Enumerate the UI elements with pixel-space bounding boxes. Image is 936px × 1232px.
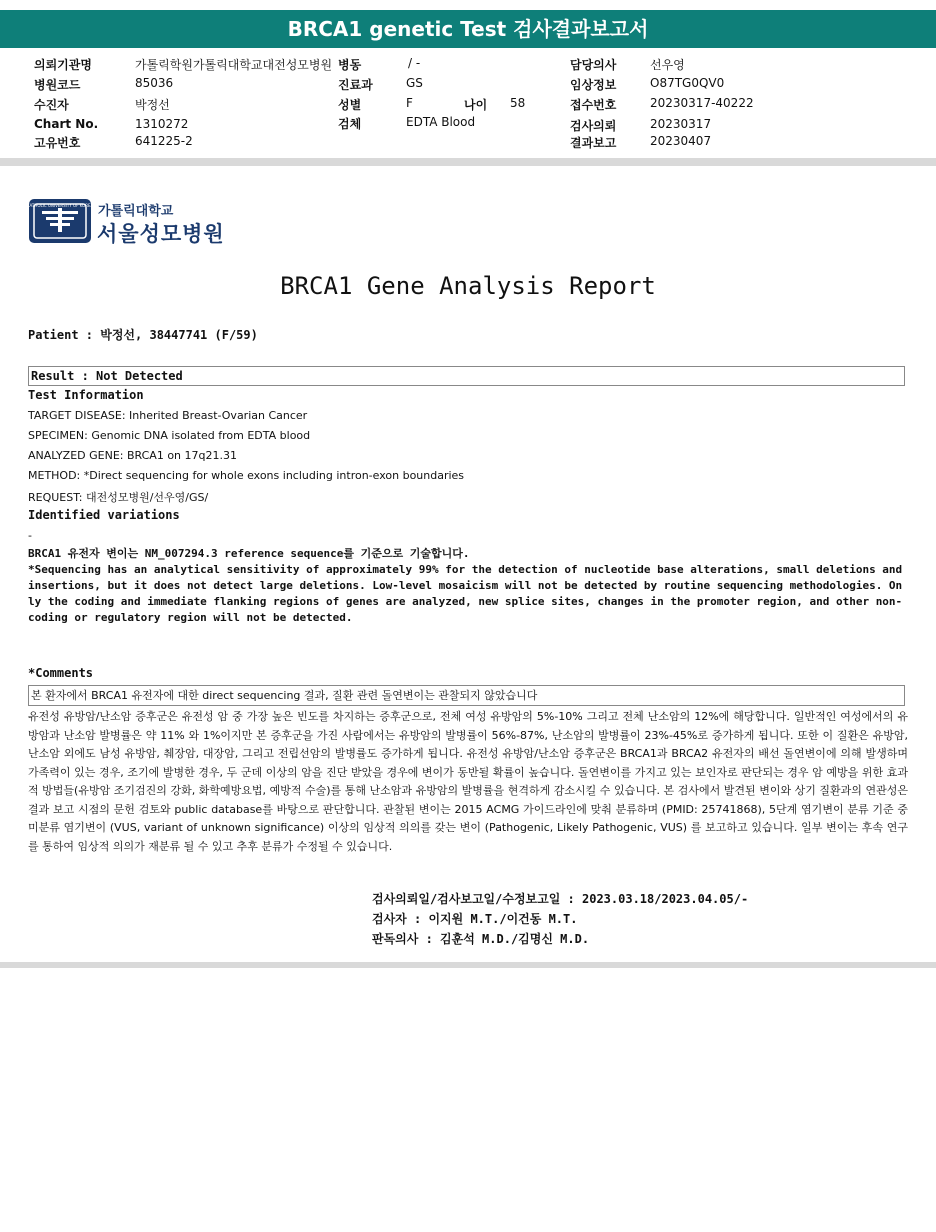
- report-date-value: 20230407: [650, 134, 712, 148]
- examinee-label: 수진자: [34, 98, 69, 112]
- chart-no-value: 1310272: [135, 117, 189, 131]
- test-info-heading: Test Information: [28, 388, 144, 402]
- analyzed-gene-line: ANALYZED GENE: BRCA1 on 17q21.31: [28, 449, 237, 462]
- specimen-value: EDTA Blood: [406, 115, 476, 129]
- target-disease-line: TARGET DISEASE: Inherited Breast-Ovarian Cancer: [28, 409, 308, 422]
- ward-value: / -: [408, 56, 421, 70]
- examinee-value: 박정선: [135, 98, 170, 112]
- request-date-label: 검사의뢰: [570, 119, 617, 133]
- report-header-title: BRCA1 genetic Test 검사결과보고서: [0, 10, 936, 48]
- hospital-emblem-icon: [28, 198, 92, 244]
- clinical-info-label: 임상정보: [570, 78, 617, 92]
- department-value: GS: [406, 76, 423, 90]
- logo-hospital-name: 서울성모병원: [97, 222, 225, 246]
- report-date-label: 결과보고: [570, 136, 617, 150]
- sex-value: F: [406, 96, 413, 110]
- receipt-no-value: 20230317-40222: [650, 96, 754, 110]
- reference-note: BRCA1 유전자 변이는 NM_007294.3 reference sequence를 기준으로 기술합니다.: [28, 547, 470, 560]
- chart-no-label: Chart No.: [34, 117, 99, 131]
- request-date-value: 20230317: [650, 117, 712, 131]
- header-divider: [0, 158, 936, 166]
- logo-university-name: 가톨릭대학교: [98, 204, 174, 219]
- footer-divider: [0, 962, 936, 968]
- specimen-line: SPECIMEN: Genomic DNA isolated from EDTA blood: [28, 429, 311, 442]
- request-line: REQUEST: 대전성모병원/선우영/GS/: [28, 491, 209, 504]
- hospital-code-label: 병원코드: [34, 78, 81, 92]
- comment-summary-box: 본 환자에서 BRCA1 유전자에 대한 direct sequencing 결과, 질환 관련 돌연변이는 관찰되지 않았습니다: [28, 685, 905, 706]
- age-label: 나이: [464, 98, 488, 112]
- institution-label: 의뢰기관명: [34, 58, 92, 72]
- department-label: 진료과: [338, 78, 373, 92]
- emblem-text: CATHOLIC UNIVERSITY OF KOREA: [28, 203, 92, 208]
- doctor-value: 선우영: [650, 58, 685, 72]
- identified-heading: Identified variations: [28, 508, 180, 522]
- comment-body: 유전성 유방암/난소암 증후군은 유전성 암 중 가장 높은 빈도를 차지하는 증후군으로, 전체 여성 유방암의 5%-10% 그리고 전체 난소암의 12%에 해당합니다. 일반적인 여성에서의 유방암과 난소암 발병률은 약 11% 와 1%이지만 본 증후군을 가진 사람에서는 유방암의 발병률이 56%-87%, 난소암의 발병률이 23%-45%로 증가하게 됩니다. 또한 이 질환은 유방암, 난소암 외에도 남성 유방암, 췌장암, 대장암, 그리고 전립선암의 발병률도 증가하게 됩니다. 유전성 유방암/난소암 증후군은 BRCA1과 BRCA2 유전자의 배선 돌연변이에 의해 발생하며 가족력이 있는 경우, 조기에 발병한 경우, 두 군데 이상의 암을 진단 받았을 경우에 변이가 동반될 확률이 높습니다. 돌연변이를 가지고 있는 보인자로 판단되는 경우 암 예방을 위한 효과적 방법들(유방암 조기검진의 강화, 화학예방요법, 예방적 수술)를 통해 난소암과 유방암의 발병률을 현격하게 감소시킬 수 있습니다. 본 검사에서 발견된 변이와 상기 질환과의 연관성은 결과 보고 시점의 문헌 검토와 public database를 바탕으로 판단합니다. 관찰된 변이는 2015 ACMG 가이드라인에 맞춰 분류하며 (PMID: 25741868), 5단계 염기변이 분류 기준 중 미분류 염기변이 (VUS, variant of unknown significance) 이상의 임상적 의의를 갖는 변이 (Pathogenic, Likely Pathogenic, VUS) 를 보고하고 있습니다. 일부 변이는 후속 연구를 통하여 임상적 의의가 재분류 될 수 있고 추후 분류가 수정될 수 있습니다.: [28, 710, 908, 853]
- signature-tester: 검사자 : 이지원 M.T./이건동 M.T.: [372, 912, 578, 926]
- receipt-no-label: 접수번호: [570, 98, 617, 112]
- signature-dates: 검사의뢰일/검사보고일/수정보고일 : 2023.03.18/2023.04.05/-: [372, 892, 749, 906]
- ward-label: 병동: [338, 58, 362, 72]
- hospital-code-value: 85036: [135, 76, 174, 90]
- institution-value: 가톨릭학원가톨릭대학교대전성모병원: [135, 58, 333, 72]
- specimen-label: 검체: [338, 117, 362, 131]
- clinical-info-value: O87TG0QV0: [650, 76, 725, 90]
- report-title: BRCA1 Gene Analysis Report: [280, 272, 656, 300]
- doctor-label: 담당의사: [570, 58, 617, 72]
- signature-reading-doctor: 판독의사 : 김훈석 M.D./김명신 M.D.: [372, 932, 590, 946]
- sensitivity-note: *Sequencing has an analytical sensitivity of approximately 99% for the detection of nucleotide base alterations, small deletions and insertions, but it does not detect large deletions. Low-level mosaicism will not be detected by routine sequencing methodologies. Only the coding and immediate flanking regions of genes are analyzed, new splice sites, changes in the promoter region, and other non-coding or regulatory region will not be detected.: [28, 563, 903, 624]
- age-value: 58: [510, 96, 526, 110]
- sex-label: 성별: [338, 98, 362, 112]
- patient-line: Patient : 박정선, 38447741 (F/59): [28, 328, 258, 342]
- comments-heading: *Comments: [28, 666, 94, 680]
- identified-value: -: [28, 529, 32, 542]
- method-line: METHOD: *Direct sequencing for whole exons including intron-exon boundaries: [28, 469, 465, 482]
- unique-no-value: 641225-2: [135, 134, 193, 148]
- unique-no-label: 고유번호: [34, 136, 81, 150]
- result-box: Result : Not Detected: [28, 366, 905, 386]
